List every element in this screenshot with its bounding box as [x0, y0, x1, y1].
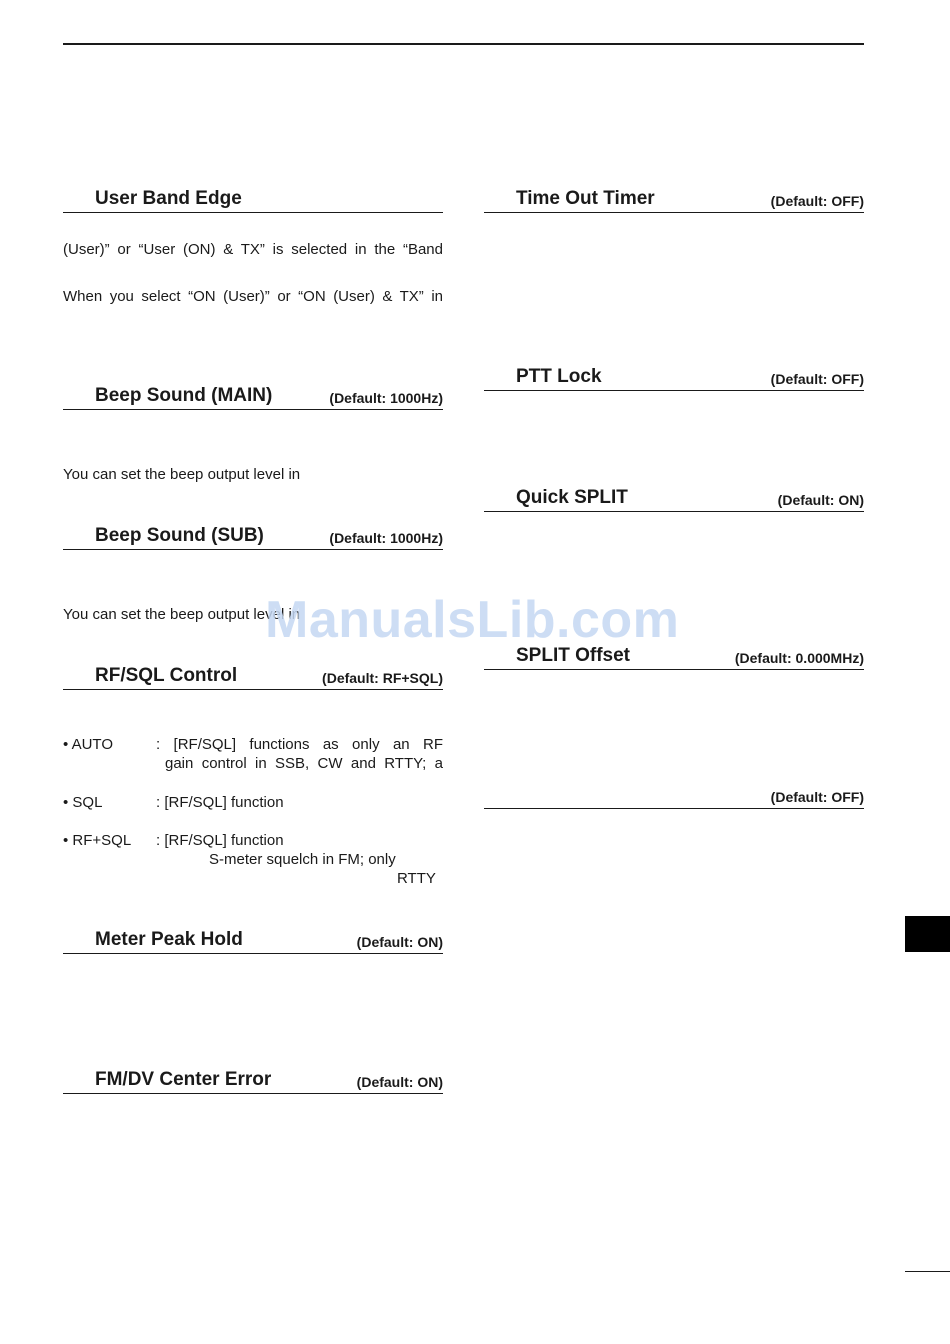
beep-main-line: You can set the beep output level in	[63, 466, 301, 483]
section-title: Time Out Timer	[516, 188, 655, 209]
section-title: Meter Peak Hold	[95, 929, 243, 950]
option-sql-bullet: • SQL	[63, 794, 103, 811]
section-untitled	[484, 784, 864, 809]
option-auto-cont: gain control in SSB, CW and RTTY; a	[165, 755, 443, 772]
top-rule	[63, 43, 864, 45]
section-rf-sql-control	[63, 665, 443, 690]
section-default: (Default: OFF)	[770, 371, 864, 387]
option-rf-sql-text: : [RF/SQL] function	[156, 832, 284, 849]
option-auto-text: : [RF/SQL] functions as only an RF	[156, 736, 443, 753]
option-sql-text: : [RF/SQL] function	[156, 794, 284, 811]
section-default: (Default: 1000Hz)	[329, 530, 443, 546]
section-beep-sound-sub	[63, 525, 443, 550]
option-auto-bullet: • AUTO	[63, 736, 113, 753]
beep-sub-line: You can set the beep output level in	[63, 606, 301, 623]
section-time-out-timer	[484, 188, 864, 213]
option-rf-sql-bullet: • RF+SQL	[63, 832, 132, 849]
section-ptt-lock	[484, 366, 864, 391]
page-number-rule	[905, 1271, 950, 1272]
section-title: Beep Sound (SUB)	[95, 525, 264, 546]
section-default: (Default: ON)	[777, 492, 864, 508]
section-default: (Default: ON)	[356, 934, 443, 950]
section-user-band-edge	[63, 188, 443, 213]
section-default: (Default: 0.000MHz)	[734, 650, 864, 666]
section-quick-split	[484, 487, 864, 512]
section-title: RF/SQL Control	[95, 665, 238, 686]
option-rf-sql-cont: S-meter squelch in FM; only	[209, 851, 396, 868]
section-fm-dv-center-error	[63, 1069, 443, 1094]
section-title: SPLIT Offset	[516, 645, 631, 666]
section-title: User Band Edge	[95, 188, 242, 209]
section-default: (Default: 1000Hz)	[329, 390, 443, 406]
section-title: PTT Lock	[516, 366, 602, 387]
section-beep-sound-main	[63, 385, 443, 410]
section-title: FM/DV Center Error	[95, 1069, 272, 1090]
section-default: (Default: ON)	[356, 1074, 443, 1090]
user-band-edge-line-1: (User)” or “User (ON) & TX” is selected in the “Band	[63, 241, 443, 258]
section-default: (Default: OFF)	[770, 193, 864, 209]
section-title: Quick SPLIT	[516, 487, 628, 508]
option-rf-sql-cont2: RTTY	[397, 870, 436, 887]
section-default: (Default: RF+SQL)	[322, 670, 443, 686]
section-default: (Default: OFF)	[770, 789, 864, 805]
section-title: Beep Sound (MAIN)	[95, 385, 273, 406]
chapter-side-tab	[905, 916, 950, 952]
section-meter-peak-hold	[63, 929, 443, 954]
watermark: ManualsLib.com	[265, 591, 680, 649]
user-band-edge-line-2: When you select “ON (User)” or “ON (User) & TX” in	[63, 288, 443, 305]
